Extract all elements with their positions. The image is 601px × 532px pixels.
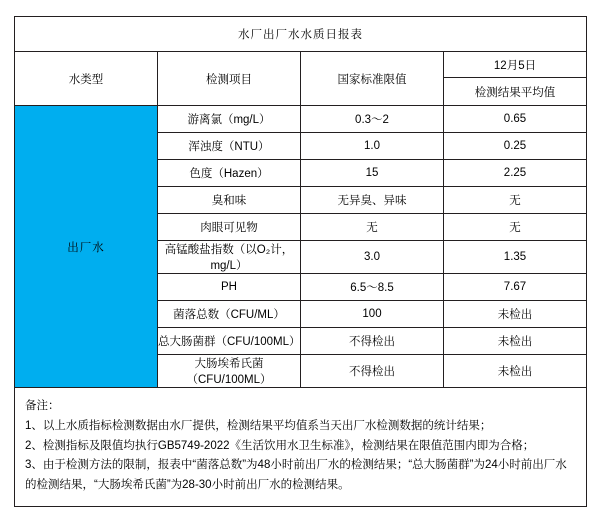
standard-value: 不得检出 (301, 355, 444, 388)
test-item-name: PH (158, 274, 301, 301)
standard-value: 15 (301, 160, 444, 187)
header-test-item: 检测项目 (158, 52, 301, 106)
test-item-name: 肉眼可见物 (158, 214, 301, 241)
test-item-name: 大肠埃希氏菌（CFU/100ML） (158, 355, 301, 388)
header-water-type: 水类型 (15, 52, 158, 106)
test-item-name: 臭和味 (158, 187, 301, 214)
standard-value: 3.0 (301, 241, 444, 274)
result-value: 7.67 (444, 274, 587, 301)
page-title: 水厂出厂水水质日报表 (15, 17, 587, 52)
result-value: 无 (444, 214, 587, 241)
result-value: 未检出 (444, 355, 587, 388)
standard-value: 6.5～8.5 (301, 274, 444, 301)
header-national-standard: 国家标准限值 (301, 52, 444, 106)
water-type-value: 出厂水 (15, 106, 158, 388)
result-value: 1.35 (444, 241, 587, 274)
standard-value: 不得检出 (301, 328, 444, 355)
standard-value: 无异臭、异味 (301, 187, 444, 214)
water-quality-report-table (14, 16, 587, 388)
header-row-top (15, 52, 587, 78)
standard-value: 1.0 (301, 133, 444, 160)
test-item-name: 高锰酸盐指数（以O₂计，mg/L） (158, 241, 301, 274)
result-value: 未检出 (444, 301, 587, 328)
header-date: 12月5日 (444, 52, 587, 78)
note-item: 3、由于检测方法的限制，报表中“菌落总数”为48小时前出厂水的检测结果；“总大肠菌群”为24小时前出厂水的检测结果，“大肠埃希氏菌”为28-30小时前出厂水的检测结果。 (25, 459, 567, 492)
result-value: 2.25 (444, 160, 587, 187)
result-value: 0.25 (444, 133, 587, 160)
table-row (15, 106, 587, 133)
standard-value: 0.3～2 (301, 106, 444, 133)
notes-label: 备注： (25, 400, 60, 412)
header-result-average: 检测结果平均值 (444, 78, 587, 106)
test-item-name: 色度（Hazen） (158, 160, 301, 187)
test-item-name: 游离氯（mg/L） (158, 106, 301, 133)
standard-value: 无 (301, 214, 444, 241)
note-item: 1、以上水质指标检测数据由水厂提供，检测结果平均值系当天出厂水检测数据的统计结果； (25, 419, 492, 432)
result-value: 未检出 (444, 328, 587, 355)
test-item-name: 总大肠菌群（CFU/100ML） (158, 328, 301, 355)
result-value: 无 (444, 187, 587, 214)
result-value: 0.65 (444, 106, 587, 133)
standard-value: 100 (301, 301, 444, 328)
title-row (15, 17, 587, 52)
notes-section (14, 388, 587, 507)
note-item: 2、检测指标及限值均执行GB5749-2022《生活饮用水卫生标准》，检测结果在限值范围内即为合格； (25, 439, 535, 452)
test-item-name: 浑浊度（NTU） (158, 133, 301, 160)
test-item-name: 菌落总数（CFU/ML） (158, 301, 301, 328)
